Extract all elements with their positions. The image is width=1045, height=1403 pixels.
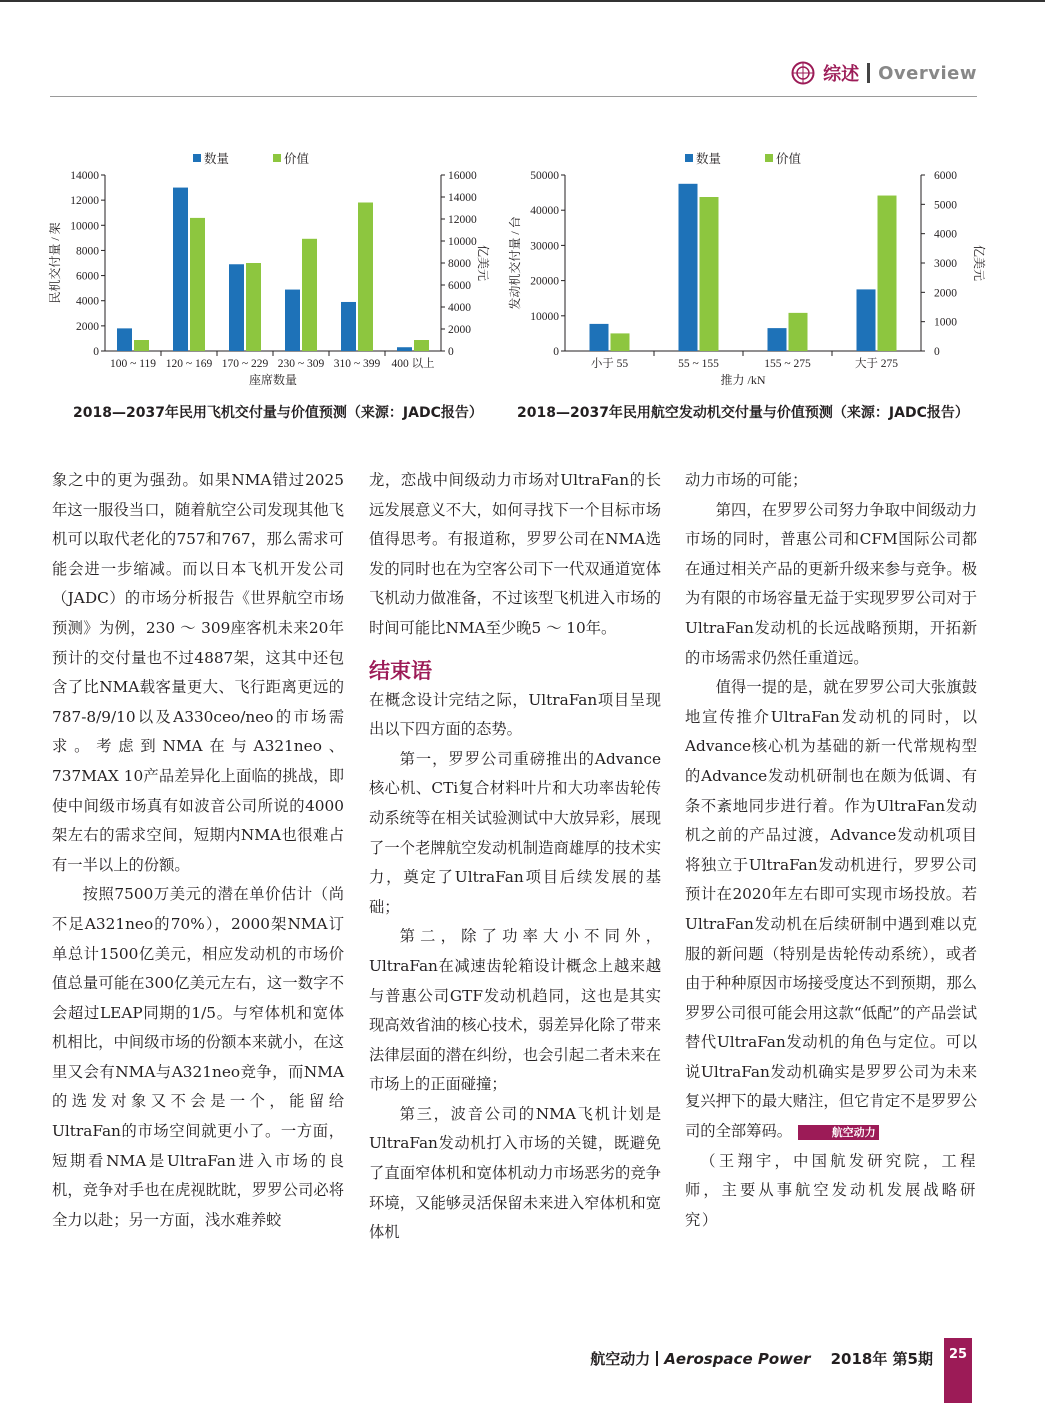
bar-价值	[246, 263, 261, 351]
bar-价值	[190, 218, 205, 351]
legend-label: 价值	[284, 152, 310, 166]
paragraph: 第一，罗罗公司重磅推出的Advance核心机、CTi复合材料叶片和大功率齿轮传动系统等在相关试验测试中大放异彩，展现了一个老牌航空发动机制造商雄厚的技术实力，奠定了UltraFan项目后续发展的基础；	[369, 749, 661, 916]
paragraph-text: 值得一提的是，就在罗罗公司大张旗鼓地宣传推介UltraFan发动机的同时，以Advance核心机为基础的新一代常规构型的Advance发动机研制也在颇为低调、有条不紊地同步进行着。作为UltraFan发动机之前的产品过渡，Advance发动机项目将独立于UltraFan发动机进行，罗罗公司预计在2020年左右即可实现市场投放。若UltraFan发动机在后续研制中遇到难以克服的新问题（特别是齿轮传动系统），或者由于种种原因市场接受度达不到预期，那么罗罗公司很可能会用这款“低配”的产品尝试替代UltraFan发动机的角色与定位。可以说UltraFan发动机确实是罗罗公司为未来复兴押下的最大赌注，但它肯定不是罗罗公司的全部筹码。	[685, 678, 977, 1141]
x-axis-title: 座席数量	[248, 373, 298, 387]
y-tick-label: 10000	[70, 220, 99, 233]
paragraph: 第二，除了功率大小不同外，UltraFan在减速齿轮箱设计概念上越来越与普惠公司GTF发动机趋同，这也是其实现高效省油的核心技术，弱差异化除了带来法律层面的潜在纠纷，也会引起二者未来在市场上的正面碰撞；	[369, 927, 661, 1094]
x-axis-title: 推力 /kN	[720, 373, 766, 387]
paragraph: 按照7500万美元的潜在单价估计（尚不足A321neo的70%），2000架NMA订单总计1500亿美元，相应发动机的市场价值总量可能在300亿美元左右，这一数字不会超过LEAP同期的1/5。与窄体机和宽体机相比，中间级市场的份额本来就小，在这里又会有NMA与A321neo竞争，而NMA的选发对象又不会是一个，能留给UltraFan的市场空间就更小了。一方面，短期看NMA是UltraFan进入市场的良机，竞争对手也在虎视眈眈，罗罗公司必将全力以赴；另一方面，浅水难养蛟	[52, 885, 344, 1229]
legend-swatch	[685, 154, 693, 162]
x-tick-label: 230 ~ 309	[277, 358, 325, 370]
y2-tick-label: 6000	[934, 170, 957, 182]
figure-caption-1: 2018—2037年民用飞机交付量与价值预测（来源：JADC报告）	[73, 405, 483, 421]
engine-delivery-chart	[505, 148, 985, 398]
y2-tick-label: 6000	[448, 280, 471, 292]
paragraph: 第三，波音公司的NMA飞机计划是UltraFan发动机打入市场的关键，既避免了直面窄体机和宽体机动力市场恶劣的竞争环境，又能够灵活保留未来进入窄体机和宽体机	[369, 1104, 661, 1242]
bar-数量	[341, 302, 356, 351]
section-heading: 结束语	[369, 658, 432, 683]
y-axis-title: 发动机交付量 / 台	[508, 216, 522, 310]
legend-swatch	[273, 154, 281, 162]
section-header	[791, 60, 977, 86]
header-divider	[867, 63, 870, 83]
header-rule	[50, 96, 977, 97]
y2-tick-label: 1000	[934, 316, 957, 329]
y2-tick-label: 2000	[934, 287, 957, 300]
bar-价值	[700, 197, 719, 351]
bar-数量	[857, 289, 876, 351]
journal-emblem-icon	[791, 61, 815, 85]
bar-数量	[768, 328, 787, 351]
y2-axis-title: 亿美元	[972, 244, 986, 282]
text-column-2	[369, 466, 661, 1248]
y2-axis-title: 亿美元	[476, 244, 490, 282]
y-tick-label: 6000	[76, 270, 99, 283]
bar-价值	[878, 196, 897, 351]
y-tick-label: 12000	[70, 195, 99, 208]
bar-价值	[414, 340, 429, 351]
top-rule	[0, 0, 1045, 2]
y-tick-label: 10000	[530, 310, 559, 323]
y-tick-label: 50000	[530, 170, 559, 182]
y2-tick-label: 4000	[448, 302, 471, 314]
paragraph: 在概念设计完结之际，UltraFan项目呈现出以下四方面的态势。	[369, 690, 661, 739]
journal-name-zh: 航空动力	[590, 1350, 651, 1368]
page-footer	[590, 1348, 933, 1369]
y-tick-label: 14000	[70, 170, 99, 182]
end-mark-badge: 航空动力	[798, 1125, 879, 1140]
y-tick-label: 0	[553, 346, 559, 358]
paragraph: 动力市场的可能；	[685, 471, 808, 489]
y2-tick-label: 8000	[448, 258, 471, 270]
section-title-en: Overview	[878, 62, 977, 84]
legend-label: 价值	[776, 152, 802, 166]
legend-label: 数量	[696, 152, 722, 166]
x-tick-label: 155 ~ 275	[764, 358, 811, 370]
journal-name-en: Aerospace Power	[664, 1349, 811, 1368]
legend-swatch	[765, 154, 773, 162]
bar-数量	[173, 188, 188, 351]
paragraph: 象之中的更为强劲。如果NMA错过2025年这一服役当口，随着航空公司发现其他飞机可以取代老化的757和767，那么需求可能会进一步缩减。而以日本飞机开发公司（JADC）的市场分析报告《世界航空市场预测》为例，230 ～ 309座客机未来20年预计的交付量也不过4887架，这其中还包含了比NMA载客量更大、飞行距离更远的787-8/9/10以及A330ceo/neo的市场需求。考虑到NMA在与A321neo、737MAX 10产品差异化上面临的挑战，即使中间级市场真有如波音公司所说的4000架左右的需求空间，短期内NMA也很难占有一半以上的份额。	[52, 471, 344, 874]
x-tick-label: 170 ~ 229	[221, 358, 269, 370]
y-tick-label: 30000	[530, 240, 559, 253]
y-axis-title: 民机交付量 / 架	[48, 222, 62, 304]
y-tick-label: 40000	[530, 205, 559, 218]
y2-tick-label: 10000	[448, 236, 477, 248]
x-tick-label: 100 ~ 119	[109, 358, 157, 370]
y2-tick-label: 2000	[448, 324, 471, 336]
x-tick-label: 400 以上	[391, 358, 435, 370]
x-tick-label: 310 ~ 399	[333, 358, 381, 370]
footer-divider	[656, 1351, 658, 1366]
section-title-zh: 综述	[823, 64, 860, 85]
bar-数量	[117, 328, 132, 351]
page-number: 25	[948, 1347, 968, 1362]
y2-tick-label: 4000	[934, 228, 957, 241]
paragraph	[685, 673, 977, 1147]
bar-数量	[285, 290, 300, 351]
bar-价值	[134, 340, 149, 351]
y-tick-label: 8000	[76, 245, 99, 258]
bar-数量	[679, 184, 698, 351]
page-number-box	[944, 1338, 972, 1403]
paragraph: 龙，恋战中间级动力市场对UltraFan的长远发展意义不大，如何寻找下一个目标市场值得思考。有报道称，罗罗公司在NMA选发的同时也在为空客公司下一代双通道宽体飞机动力做准备，不过该型飞机进入市场的时间可能比NMA至少晚5 ～ 10年。	[369, 471, 661, 637]
y2-tick-label: 12000	[448, 214, 477, 226]
y2-tick-label: 3000	[934, 258, 957, 270]
bar-数量	[590, 324, 609, 351]
bar-数量	[229, 264, 244, 351]
bar-价值	[358, 203, 373, 352]
x-tick-label: 大于 275	[854, 358, 899, 370]
issue-number: 2018年 第5期	[830, 1350, 933, 1368]
y-tick-label: 4000	[76, 295, 99, 308]
y2-tick-label: 0	[448, 346, 454, 358]
bar-价值	[789, 313, 808, 351]
x-tick-label: 55 ~ 155	[678, 358, 719, 370]
author-note: （王翔宇，中国航发研究院，工程师，主要从事航空发动机发展战略研究）	[685, 1151, 977, 1229]
text-column-1	[52, 466, 344, 1235]
figure-caption-2: 2018—2037年民用航空发动机交付量与价值预测（来源：JADC报告）	[517, 405, 969, 421]
bar-价值	[611, 333, 630, 351]
paragraph: 第四，在罗罗公司努力争取中间级动力市场的同时，普惠公司和CFM国际公司都在通过相关产品的更新升级来参与竞争。极为有限的市场容量无益于实现罗罗公司对于UltraFan发动机的长远战略预期，开拓新的市场需求仍然任重道远。	[685, 500, 977, 667]
y2-tick-label: 5000	[934, 199, 957, 212]
x-tick-label: 120 ~ 169	[165, 358, 213, 370]
aircraft-delivery-chart	[45, 148, 490, 398]
y-tick-label: 0	[93, 346, 99, 358]
legend-swatch	[193, 154, 201, 162]
bar-数量	[397, 347, 412, 351]
y-tick-label: 20000	[530, 275, 559, 288]
legend-label: 数量	[204, 152, 230, 166]
y-tick-label: 2000	[76, 320, 99, 333]
y2-tick-label: 14000	[448, 192, 477, 204]
x-tick-label: 小于 55	[590, 358, 629, 370]
bar-价值	[302, 239, 317, 351]
y2-tick-label: 16000	[448, 170, 477, 182]
y2-tick-label: 0	[934, 346, 940, 358]
text-column-3	[685, 466, 977, 1235]
